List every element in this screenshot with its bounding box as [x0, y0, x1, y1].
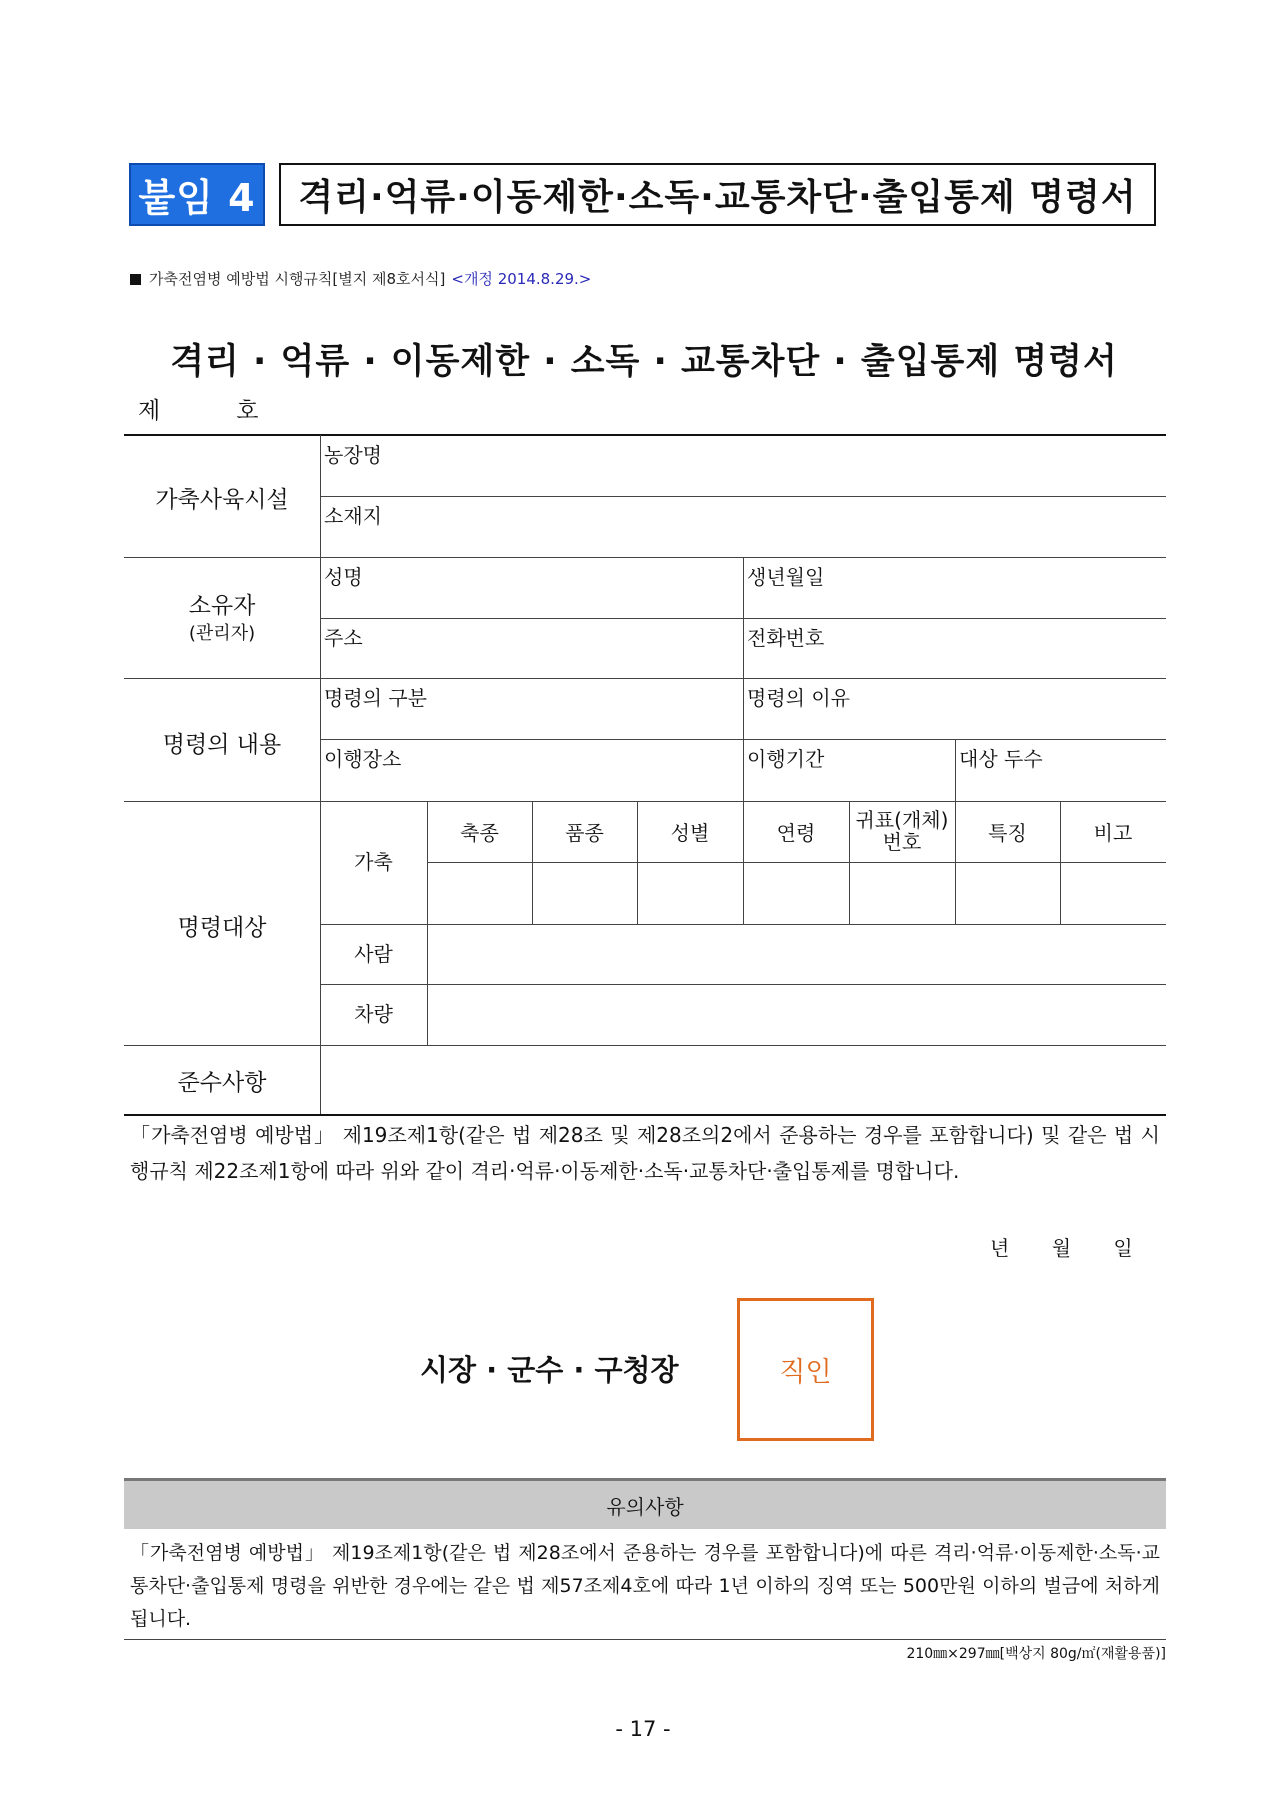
- banner-title: 격리·억류·이동제한·소독·교통차단·출입통제 명령서: [279, 163, 1156, 226]
- column-line: [637, 801, 638, 924]
- doc-number-suffix: 호: [236, 398, 259, 424]
- phone-field[interactable]: 전화번호: [747, 626, 825, 650]
- head-count-field[interactable]: 대상 두수: [959, 747, 1043, 771]
- transfer-place-field[interactable]: 이행장소: [324, 747, 402, 771]
- row-line: [124, 557, 1166, 558]
- column-line: [743, 801, 744, 924]
- attachment-tag: 붙임 4: [129, 163, 265, 226]
- column-line: [532, 801, 533, 924]
- law-reference-text: 가축전염병 예방법 시행규칙[별지 제8호서식]: [149, 270, 446, 288]
- row-line: [124, 801, 1166, 802]
- law-reference: [130, 268, 591, 289]
- document-number: [138, 392, 258, 425]
- row-line: [320, 496, 1166, 497]
- order-target-section-label: 명령대상: [177, 915, 267, 941]
- row-line: [320, 984, 1166, 985]
- order-type-field[interactable]: 명령의 구분: [324, 686, 427, 710]
- notes-bottom-border: [124, 1639, 1166, 1640]
- revision-note: <개정 2014.8.29.>: [451, 270, 592, 288]
- owner-section-label: [124, 592, 320, 648]
- date-day: 일: [1113, 1236, 1133, 1260]
- order-reason-field[interactable]: 명령의 이유: [747, 686, 850, 710]
- issue-date: [990, 1232, 1133, 1261]
- person-label: 사람: [354, 942, 393, 966]
- column-header-features: 특징: [988, 821, 1027, 845]
- facility-section-label: 가축사육시설: [155, 487, 289, 513]
- column-header-age: 연령: [776, 821, 816, 845]
- row-line: [124, 678, 1166, 679]
- notes-body: 「가축전염병 예방법」 제19조제1항(같은 법 제28조에서 준용하는 경우를 포함합니다)에 따른 격리·억류·이동제한·소독·교통차단·출입통제 명령을 위반한 경우에는 같은 법 제57조제4호에 따라 1년 이하의 징역 또는 500만원 이하의 벌금에 처하게 됩니다.: [130, 1542, 1160, 1630]
- owner-sublabel: (관리자): [188, 623, 256, 644]
- farm-name-field[interactable]: 농장명: [324, 443, 382, 467]
- doc-number-prefix: 제: [138, 398, 161, 424]
- owner-label: 소유자: [188, 593, 256, 619]
- address-field[interactable]: 주소: [324, 626, 363, 650]
- square-bullet-icon: [130, 274, 141, 285]
- row-line: [320, 924, 1166, 925]
- order-statement: 「가축전염병 예방법」 제19조제1항(같은 법 제28조 및 제28조의2에서 준용하는 경우를 포함합니다) 및 같은 법 시행규칙 제22조제1항에 따라 위와 같이 격리·억류·이동제한·소독·교통차단·출입통제를 명합니다.: [130, 1123, 1160, 1183]
- column-header-remarks: 비고: [1093, 821, 1133, 845]
- row-line: [427, 862, 1166, 863]
- page-number: - 17 -: [615, 1717, 671, 1741]
- official-seal-box: 직인: [737, 1298, 874, 1441]
- transfer-period-field[interactable]: 이행기간: [747, 747, 825, 771]
- column-line: [1060, 801, 1061, 924]
- column-line: [955, 801, 956, 924]
- column-header-breed: 품종: [565, 821, 604, 845]
- form-title: 격리 · 억류 · 이동제한 · 소독 · 교통차단 · 출입통제 명령서: [170, 342, 1118, 382]
- livestock-label: 가축: [354, 850, 393, 874]
- ear-tag-line1: 귀표(개체): [855, 808, 949, 832]
- notes-header: 유의사항: [124, 1478, 1166, 1529]
- birth-date-field[interactable]: 생년월일: [747, 565, 825, 589]
- column-line: [955, 739, 956, 801]
- vehicle-label: 차량: [354, 1002, 393, 1026]
- location-field[interactable]: 소재지: [324, 504, 382, 528]
- issuer-title: 시장 · 군수 · 구청장: [420, 1353, 679, 1387]
- column-header-ear-tag: [849, 809, 955, 853]
- compliance-section-label: 준수사항: [177, 1070, 267, 1096]
- order-content-section-label: 명령의 내용: [162, 732, 282, 758]
- owner-name-field[interactable]: 성명: [324, 565, 363, 589]
- column-header-sex: 성별: [670, 821, 710, 845]
- date-year: 년: [990, 1236, 1010, 1260]
- row-line: [124, 1045, 1166, 1046]
- paper-spec: 210㎜×297㎜[백상지 80g/㎡(재활용품)]: [906, 1646, 1166, 1662]
- date-month: 월: [1051, 1236, 1072, 1260]
- column-header-species: 축종: [460, 821, 499, 845]
- table-bottom-border: [124, 1114, 1166, 1116]
- ear-tag-line2: 번호: [882, 830, 922, 854]
- column-line: [743, 557, 744, 801]
- table-top-border: [124, 434, 1166, 436]
